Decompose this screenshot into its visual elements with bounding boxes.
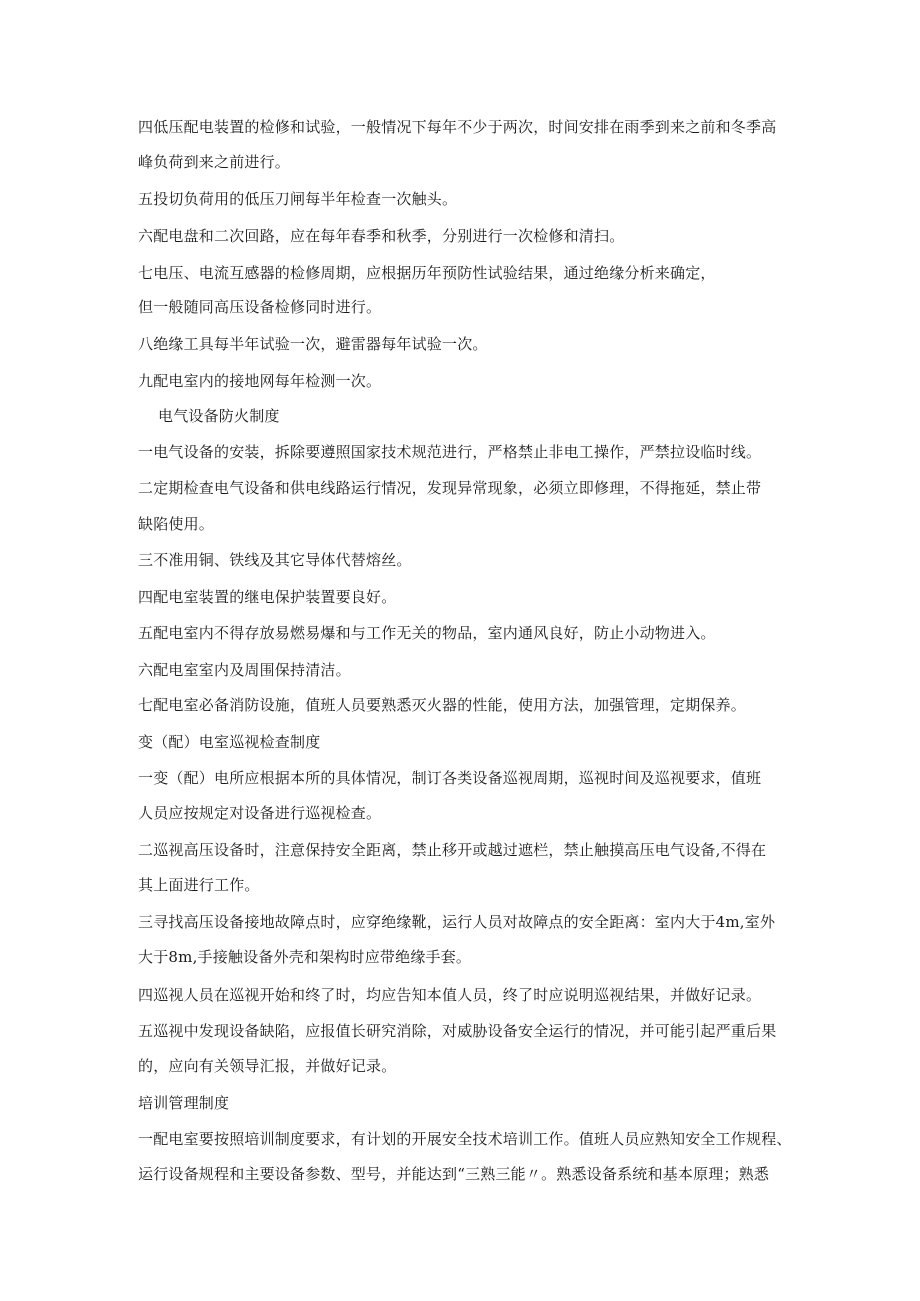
paragraph-line: 大于8m,手接触设备外壳和架构时应带绝缘手套。 bbox=[138, 948, 472, 966]
paragraph-line: 七电压、电流互感器的检修周期，应根据历年预防性试验结果，通过绝缘分析来确定， bbox=[138, 264, 716, 282]
paragraph-line: 三寻找高压设备接地故障点时，应穿绝缘靴，运行人员对故障点的安全距离：室内大于4m,室外 bbox=[138, 913, 776, 931]
paragraph-line: 六配电室室内及周围保持清洁。 bbox=[138, 661, 351, 679]
paragraph-line: 人员应按规定对设备进行巡视检查。 bbox=[138, 804, 382, 822]
paragraph-line: 四配电室装置的继电保护装置要良好。 bbox=[138, 588, 397, 606]
paragraph-line: 五投切负荷用的低压刀闸每半年检查一次触头。 bbox=[138, 190, 458, 208]
paragraph-line: 四低压配电装置的检修和试验，一般情况下每年不少于两次，时间安排在雨季到来之前和冬季高 bbox=[138, 118, 777, 136]
paragraph-line: 八绝缘工具每半年试验一次，避雷器每年试验一次。 bbox=[138, 335, 488, 353]
paragraph-line: 九配电室内的接地网每年检测一次。 bbox=[138, 372, 382, 390]
paragraph-line: 的，应向有关领导汇报，并做好记录。 bbox=[138, 1057, 397, 1075]
paragraph-line: 但一般随同高压设备检修同时进行。 bbox=[138, 298, 382, 316]
paragraph-line: 峰负荷到来之前进行。 bbox=[138, 153, 291, 171]
paragraph-line: 七配电室必备消防设施，值班人员要熟悉灭火器的性能，使用方法，加强管理，定期保养。 bbox=[138, 696, 747, 714]
paragraph-line: 五巡视中发现设备缺陷，应报值长研究消除，对威胁设备安全运行的情况，并可能引起严重后果 bbox=[138, 1022, 777, 1040]
paragraph-line: 缺陷使用。 bbox=[138, 515, 215, 533]
paragraph-line: 六配电盘和二次回路，应在每年春季和秋季，分别进行一次检修和清扫。 bbox=[138, 227, 625, 245]
paragraph-line: 运行设备规程和主要设备参数、型号，并能达到“三熟三能〃。熟悉设备系统和基本原理；熟悉 bbox=[138, 1165, 770, 1183]
paragraph-line: 其上面进行工作。 bbox=[138, 876, 260, 894]
paragraph-line: 二定期检查电气设备和供电线路运行情况，发现异常现象，必须立即修理，不得拖延，禁止带 bbox=[138, 479, 762, 497]
paragraph-line: 四巡视人员在巡视开始和终了时，均应告知本值人员，终了时应说明巡视结果，并做好记录。 bbox=[138, 986, 762, 1004]
section-heading-patrol-inspection: 变（配）电室巡视检查制度 bbox=[138, 733, 321, 751]
paragraph-line: 三不准用铜、铁线及其它导体代替熔丝。 bbox=[138, 551, 412, 569]
section-heading-training: 培训管理制度 bbox=[138, 1094, 230, 1112]
paragraph-line: 一配电室要按照培训制度要求，有计划的开展安全技术培训工作。值班人员应熟知安全工作规程、 bbox=[138, 1130, 792, 1148]
paragraph-line: 一变（配）电所应根据本所的具体情况，制订各类设备巡视周期，巡视时间及巡视要求，值班 bbox=[138, 769, 762, 787]
paragraph-line: 一电气设备的安装，拆除要遵照国家技术规范进行，严格禁止非电工操作，严禁拉设临时线。 bbox=[138, 443, 762, 461]
section-heading-fire-safety: 电气设备防火制度 bbox=[158, 407, 280, 425]
paragraph-line: 二巡视高压设备时，注意保持安全距离，禁止移开或越过遮栏，禁止触摸高压电气设备,不得在 bbox=[138, 841, 767, 859]
paragraph-line: 五配电室内不得存放易燃易爆和与工作无关的物品，室内通风良好，防止小动物进入。 bbox=[138, 624, 716, 642]
